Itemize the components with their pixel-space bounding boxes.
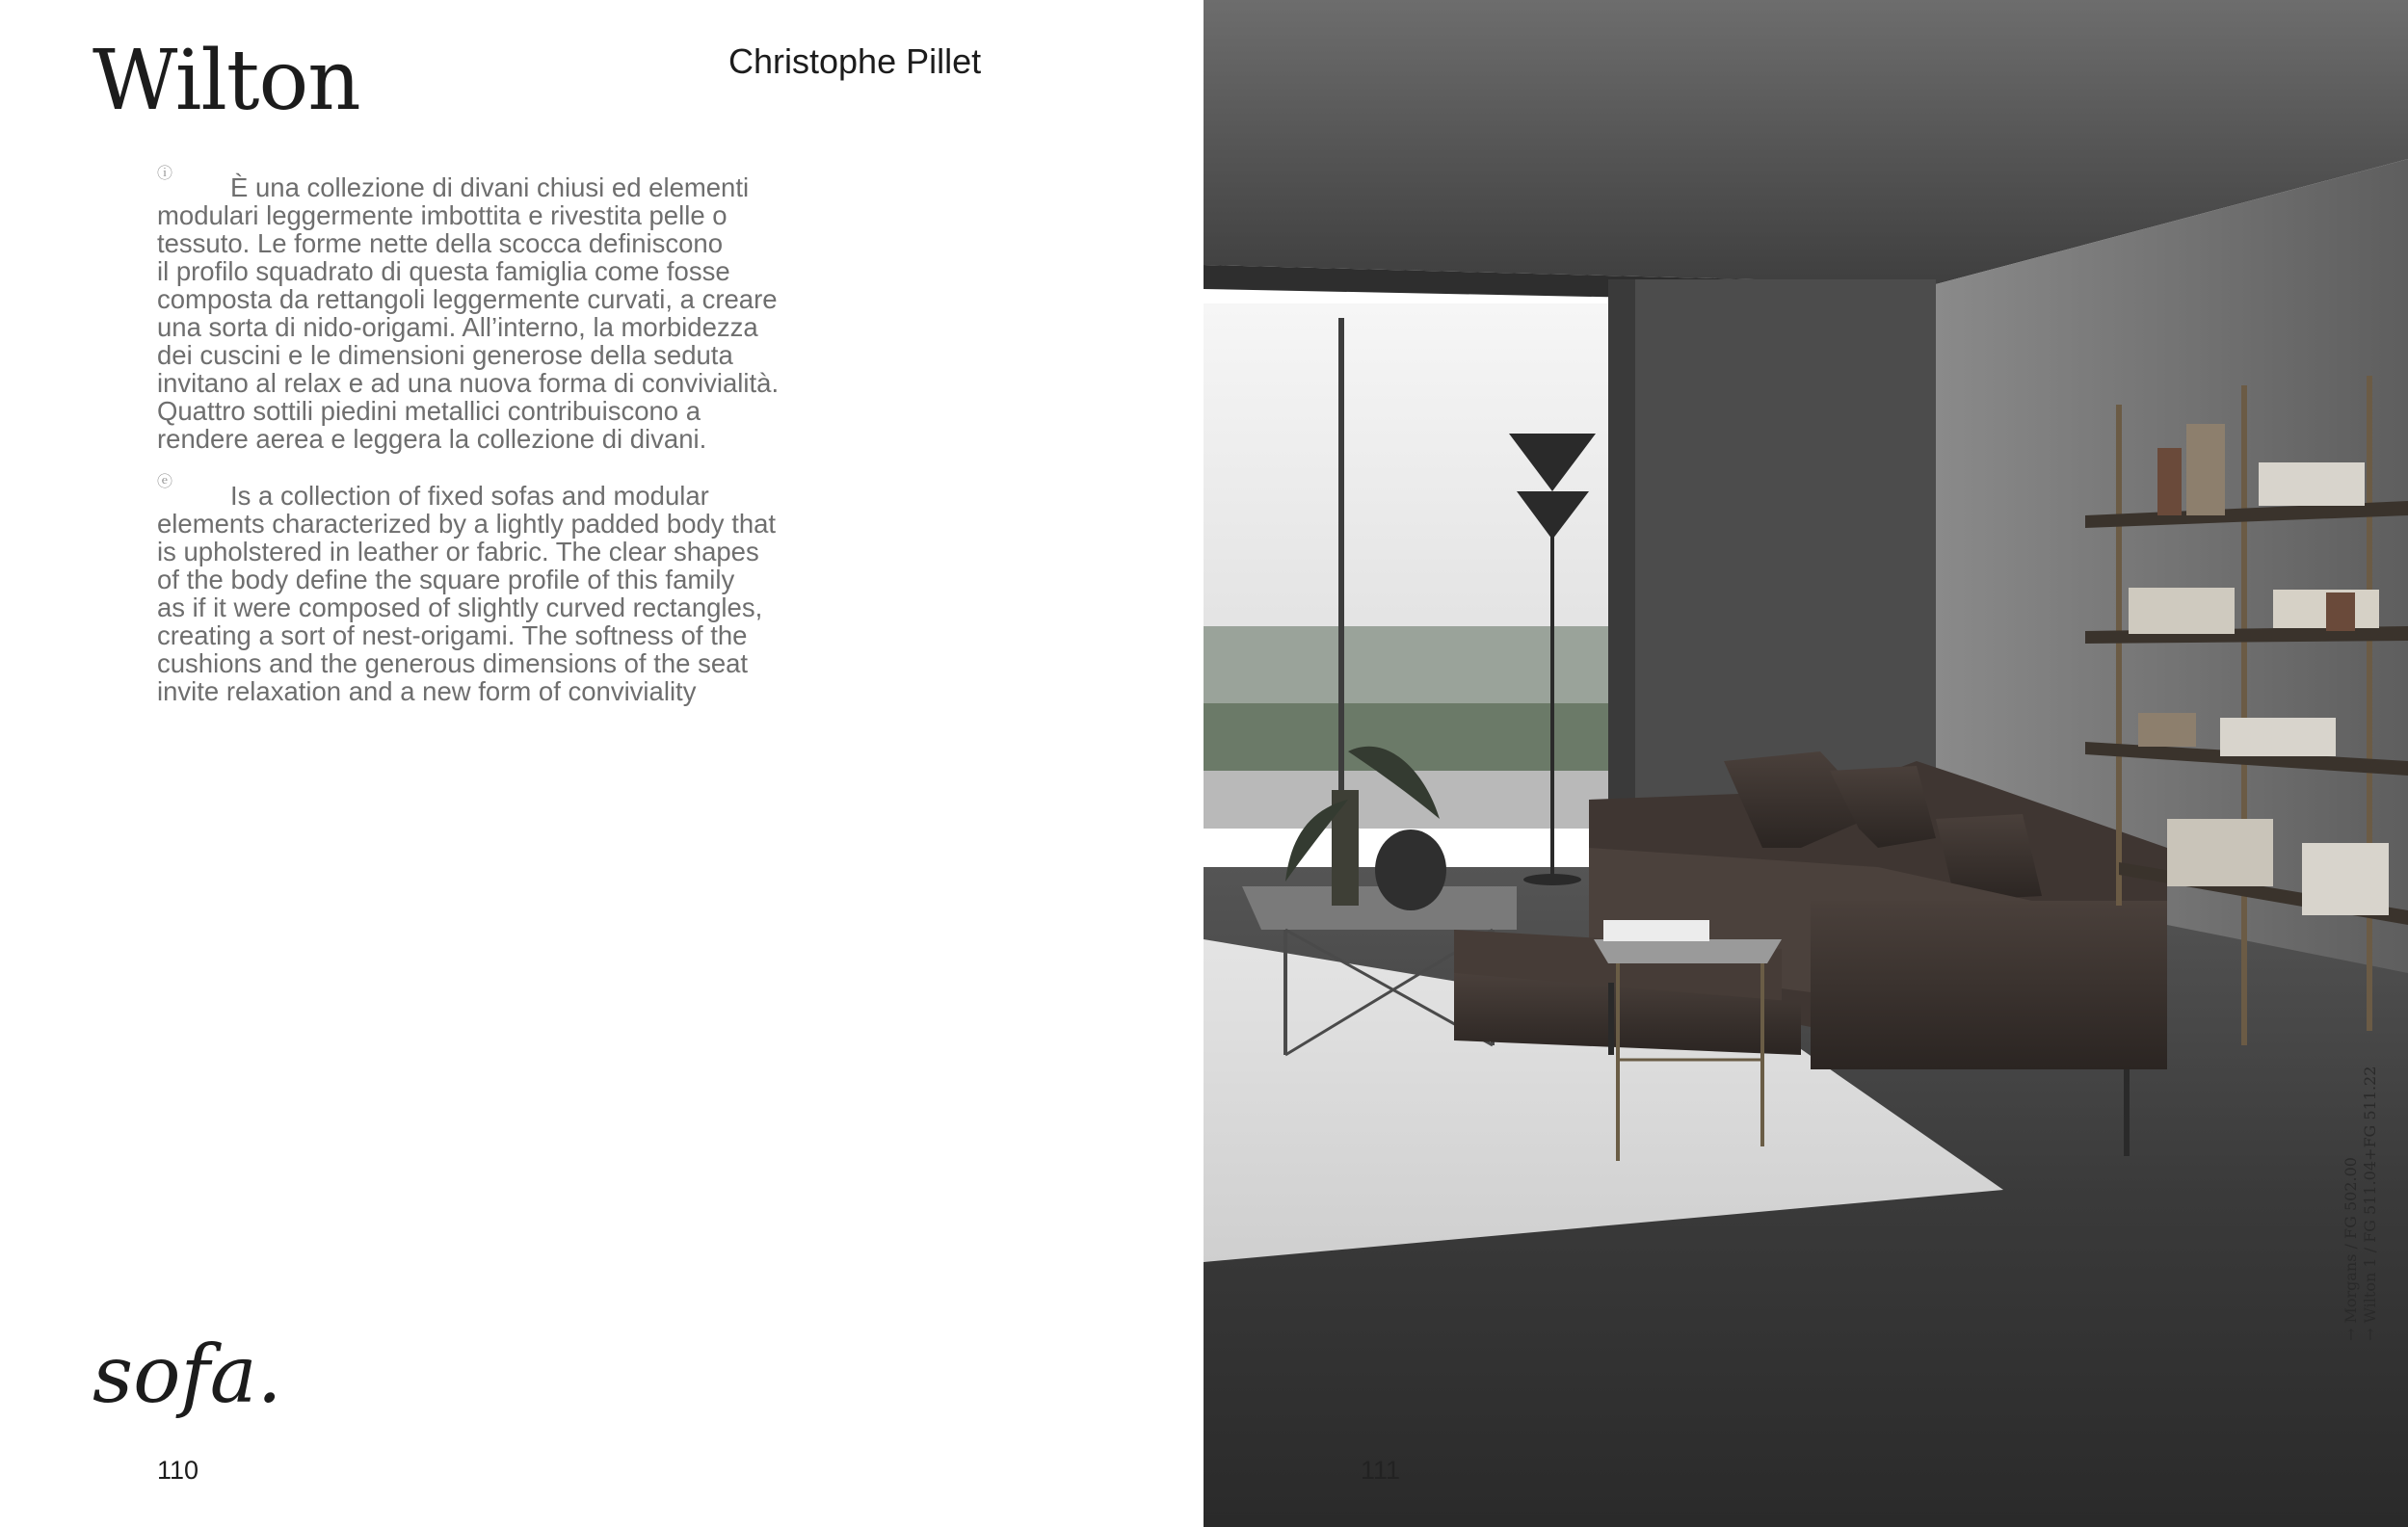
text-line: Quattro sottili piedini metallici contribuiscono a bbox=[157, 396, 701, 426]
collection-title: Wilton bbox=[93, 33, 360, 129]
text-line: il profilo squadrato di questa famiglia come fosse bbox=[157, 256, 730, 286]
text-line: as if it were composed of slightly curved rectangles, bbox=[157, 592, 763, 622]
text-line: creating a sort of nest-origami. The softness of the bbox=[157, 620, 748, 650]
photo-caption bbox=[2342, 1066, 2380, 1341]
text-line: Is a collection of fixed sofas and modular bbox=[230, 481, 709, 511]
text-line: rendere aerea e leggera la collezione di divani. bbox=[157, 424, 707, 454]
section-label: sofa. bbox=[93, 1330, 282, 1421]
text-line: elements characterized by a lightly padded body that bbox=[157, 509, 777, 539]
text-line: composta da rettangoli leggermente curvati, a creare bbox=[157, 284, 778, 314]
designer-name: Christophe Pillet bbox=[728, 41, 982, 81]
text-line: cushions and the generous dimensions of the seat bbox=[157, 648, 749, 678]
caption-line: → Morgans / FG 502.00 bbox=[2342, 1157, 2360, 1341]
text-line: invitano al relax e ad una nuova forma di convivialità. bbox=[157, 368, 780, 398]
english-language-icon: ⓔ bbox=[157, 474, 173, 490]
caption-line: → Wilton 1 / FG 511.04+FG 511.22 bbox=[2361, 1066, 2379, 1341]
text-line: invite relaxation and a new form of conviviality bbox=[157, 676, 697, 706]
english-description bbox=[157, 474, 832, 706]
text-line: modulari leggermente imbottita e rivestita pelle o bbox=[157, 200, 728, 230]
product-photo bbox=[1204, 0, 2408, 1527]
page-number-right: 111 bbox=[1361, 1456, 1401, 1485]
text-line: tessuto. Le forme nette della scocca definiscono bbox=[157, 228, 724, 258]
italian-description bbox=[157, 166, 832, 454]
page-number-left: 110 bbox=[157, 1456, 199, 1485]
text-line: of the body define the square profile of this family bbox=[157, 565, 735, 594]
text-line: is upholstered in leather or fabric. The clear shapes bbox=[157, 537, 759, 566]
italian-language-icon: ⓘ bbox=[157, 166, 173, 182]
text-line: una sorta di nido-origami. All’interno, la morbidezza bbox=[157, 312, 758, 342]
text-line: dei cuscini e le dimensioni generose della seduta bbox=[157, 340, 733, 370]
text-line: È una collezione di divani chiusi ed elementi bbox=[230, 172, 750, 202]
